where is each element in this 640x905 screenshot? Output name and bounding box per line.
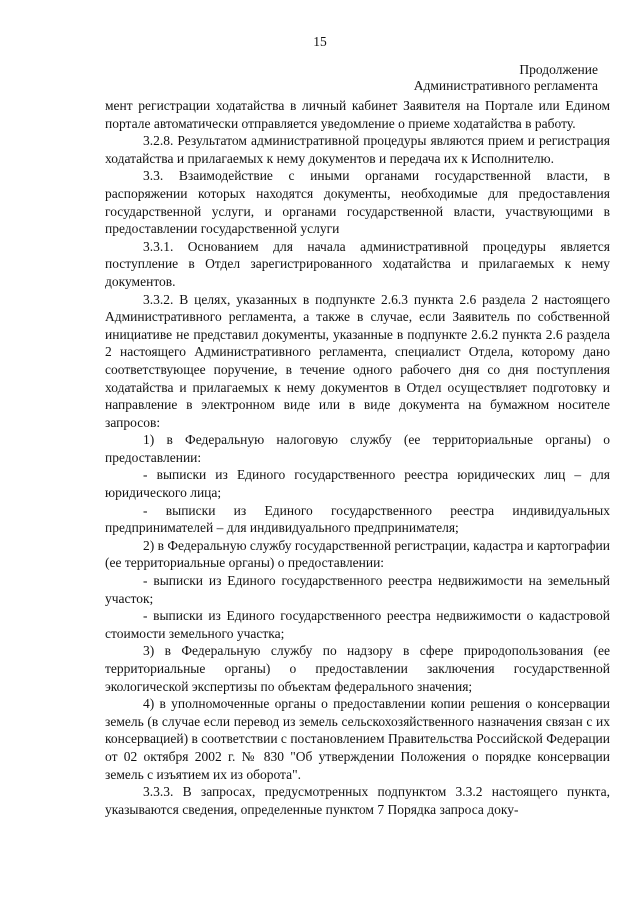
paragraph: 3.3.3. В запросах, предусмотренных подпунктом 3.3.2 настоящего пункта, указываются сведения, определенные пунктом 7 Порядка запроса доку- bbox=[105, 784, 610, 817]
list-item: - выписки из Единого государственного реестра индивидуальных предпринимателей – для индивидуального предпринимателя; bbox=[105, 502, 610, 536]
list-item: - выписки из Единого государственного реестра недвижимости о кадастровой стоимости земельного участка; bbox=[105, 608, 610, 641]
list-item: - выписки из Единого государственного реестра юридических лиц – для юридического лица; bbox=[105, 467, 610, 501]
paragraph: мент регистрации ходатайства в личный кабинет Заявителя на Портале или Едином портале автоматически отправляется уведомление о приеме ходатайства в работу. bbox=[105, 98, 610, 131]
list-item: - выписки из Единого государственного реестра недвижимости на земельный участок; bbox=[105, 573, 610, 606]
page-number: 15 bbox=[313, 34, 327, 49]
list-item: 1) в Федеральную налоговую службу (ее территориальные органы) о предоставлении: bbox=[105, 432, 610, 465]
list-item: 3) в Федеральную службу по надзору в сфере природопользования (ее территориальные органы) о предоставлении заключения государственной экологической экспертизы по объектам федерального значения; bbox=[105, 643, 610, 694]
regulation-label: Административного регламента bbox=[413, 77, 598, 93]
paragraph: 3.3.1. Основанием для начала административной процедуры является поступление в Отдел зарегистрированного ходатайства и прилагаемых к нему документов. bbox=[105, 238, 610, 289]
body-text bbox=[105, 97, 610, 818]
continued-label: Продолжение bbox=[519, 62, 598, 77]
continuation-header bbox=[358, 62, 598, 93]
paragraph: 3.2.8. Результатом административной процедуры являются прием и регистрация ходатайства и прилагаемых к нему документов и передача их к Исполнителю. bbox=[105, 133, 610, 166]
paragraph: 3.3. Взаимодействие с иными органами государственной власти, в распоряжении которых находятся документы, необходимые для предоставления государственной услуги, и органами государственной власти, участвующими в предоставлении государственной услуги bbox=[105, 168, 610, 237]
paragraph: 3.3.2. В целях, указанных в подпункте 2.6.3 пункта 2.6 раздела 2 настоящего Административного регламента, а также в случае, если Заявитель по собственной инициативе не представил документы, указанные в подпункте 2.6.2 пункта 2.6 раздела 2 настоящего Административного регламента, специалист Отдела, которому дано соответствующее поручение, в течение одного рабочего дня со дня поступления ходатайства и прилагаемых к нему документов в Отдел осуществляет подготовку и направление в электронном виде или в виде документа на бумажном носителе запросов: bbox=[105, 291, 610, 430]
list-item: 2) в Федеральную службу государственной регистрации, кадастра и картографии (ее территориальные органы) о предоставлении: bbox=[105, 537, 610, 571]
list-item: 4) в уполномоченные органы о предоставлении копии решения о консервации земель (в случае если перевод из земель сельскохозяйственного назначения связан с их консервацией) в соответствии с постановлением Правительства Российской Федерации от 02 октября 2002 г. № 830 "Об утверждении Положения о порядке консервации земель с изъятием их из оборота". bbox=[105, 696, 610, 782]
